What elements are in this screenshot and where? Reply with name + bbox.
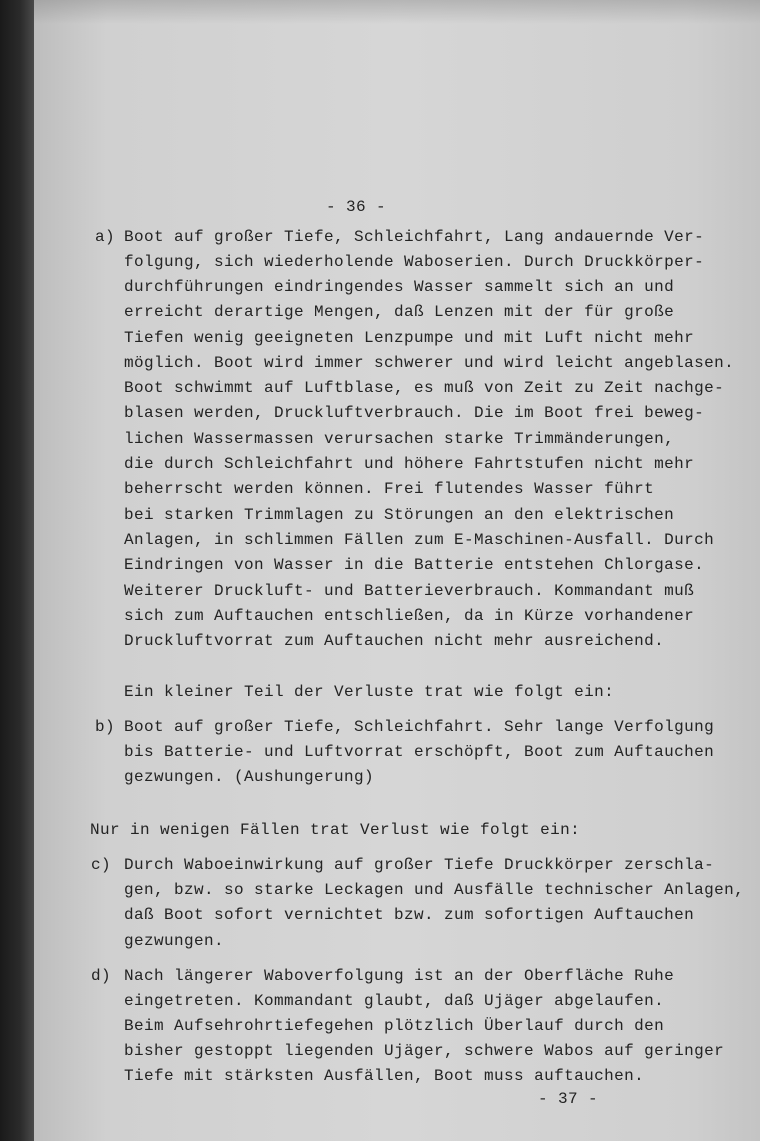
document-page bbox=[34, 0, 760, 1141]
section-a-line: bei starken Trimmlagen zu Störungen an den elektrischen bbox=[124, 506, 675, 524]
section-a-line: die durch Schleichfahrt und höhere Fahrtstufen nicht mehr bbox=[124, 455, 695, 473]
section-marker-a: a) bbox=[95, 228, 116, 246]
section-marker-d: d) bbox=[91, 967, 112, 985]
section-a-line: beherrscht werden können. Frei flutendes Wasser führt bbox=[124, 480, 655, 498]
section-d-line: bisher gestoppt liegenden Ujäger, schwere Wabos auf geringer bbox=[124, 1042, 725, 1060]
section-d-line: Nach längerer Waboverfolgung ist an der Oberfläche Ruhe bbox=[124, 967, 675, 985]
section-d-line: Beim Aufsehrohrtiefegehen plötzlich Überlauf durch den bbox=[124, 1017, 665, 1035]
section-a-line: Boot auf großer Tiefe, Schleichfahrt, Lang andauernde Ver- bbox=[124, 228, 705, 246]
film-edge-strip bbox=[0, 0, 34, 1141]
section-a-line: Tiefen wenig geeigneten Lenzpumpe und mit Luft nicht mehr bbox=[124, 329, 695, 347]
intro-line-small-part: Ein kleiner Teil der Verluste trat wie folgt ein: bbox=[124, 683, 615, 701]
section-a-line: Eindringen von Wasser in die Batterie entstehen Chlorgase. bbox=[124, 556, 705, 574]
section-b-line: bis Batterie- und Luftvorrat erschöpft, Boot zum Auftauchen bbox=[124, 743, 715, 761]
page-number-bottom: - 37 - bbox=[538, 1090, 599, 1108]
section-a-line: erreicht derartige Mengen, daß Lenzen mit der für große bbox=[124, 303, 675, 321]
section-a-line: Boot schwimmt auf Luftblase, es muß von Zeit zu Zeit nachge- bbox=[124, 379, 725, 397]
section-c-line: gen, bzw. so starke Leckagen und Ausfälle technischer Anlagen, bbox=[124, 881, 745, 899]
section-a-line: folgung, sich wiederholende Waboserien. Durch Druckkörper- bbox=[124, 253, 705, 271]
section-a-line: Druckluftvorrat zum Auftauchen nicht mehr ausreichend. bbox=[124, 632, 665, 650]
section-a-line: lichen Wassermassen verursachen starke Trimmänderungen, bbox=[124, 430, 675, 448]
section-c-line: Durch Waboeinwirkung auf großer Tiefe Druckkörper zerschla- bbox=[124, 856, 715, 874]
section-marker-b: b) bbox=[95, 718, 116, 736]
section-a-line: blasen werden, Druckluftverbrauch. Die im Boot frei beweg- bbox=[124, 404, 705, 422]
section-marker-c: c) bbox=[91, 856, 112, 874]
section-d-line: eingetreten. Kommandant glaubt, daß Ujäger abgelaufen. bbox=[124, 992, 665, 1010]
section-d-line: Tiefe mit stärksten Ausfällen, Boot muss auftauchen. bbox=[124, 1067, 645, 1085]
section-a-line: durchführungen eindringendes Wasser sammelt sich an und bbox=[124, 278, 675, 296]
section-b-line: gezwungen. (Aushungerung) bbox=[124, 768, 375, 786]
page-number-top: - 36 - bbox=[326, 198, 387, 216]
section-a-line: Weiterer Druckluft- und Batterieverbrauch. Kommandant muß bbox=[124, 582, 695, 600]
section-c-line: gezwungen. bbox=[124, 932, 225, 950]
section-b-line: Boot auf großer Tiefe, Schleichfahrt. Sehr lange Verfolgung bbox=[124, 718, 715, 736]
intro-line-few-cases: Nur in wenigen Fällen trat Verlust wie folgt ein: bbox=[90, 821, 581, 839]
section-a-line: Anlagen, in schlimmen Fällen zum E-Maschinen-Ausfall. Durch bbox=[124, 531, 715, 549]
section-a-line: sich zum Auftauchen entschließen, da in Kürze vorhandener bbox=[124, 607, 695, 625]
document-body bbox=[34, 0, 760, 1141]
section-c-line: daß Boot sofort vernichtet bzw. zum sofortigen Auftauchen bbox=[124, 906, 695, 924]
section-a-line: möglich. Boot wird immer schwerer und wird leicht angeblasen. bbox=[124, 354, 735, 372]
